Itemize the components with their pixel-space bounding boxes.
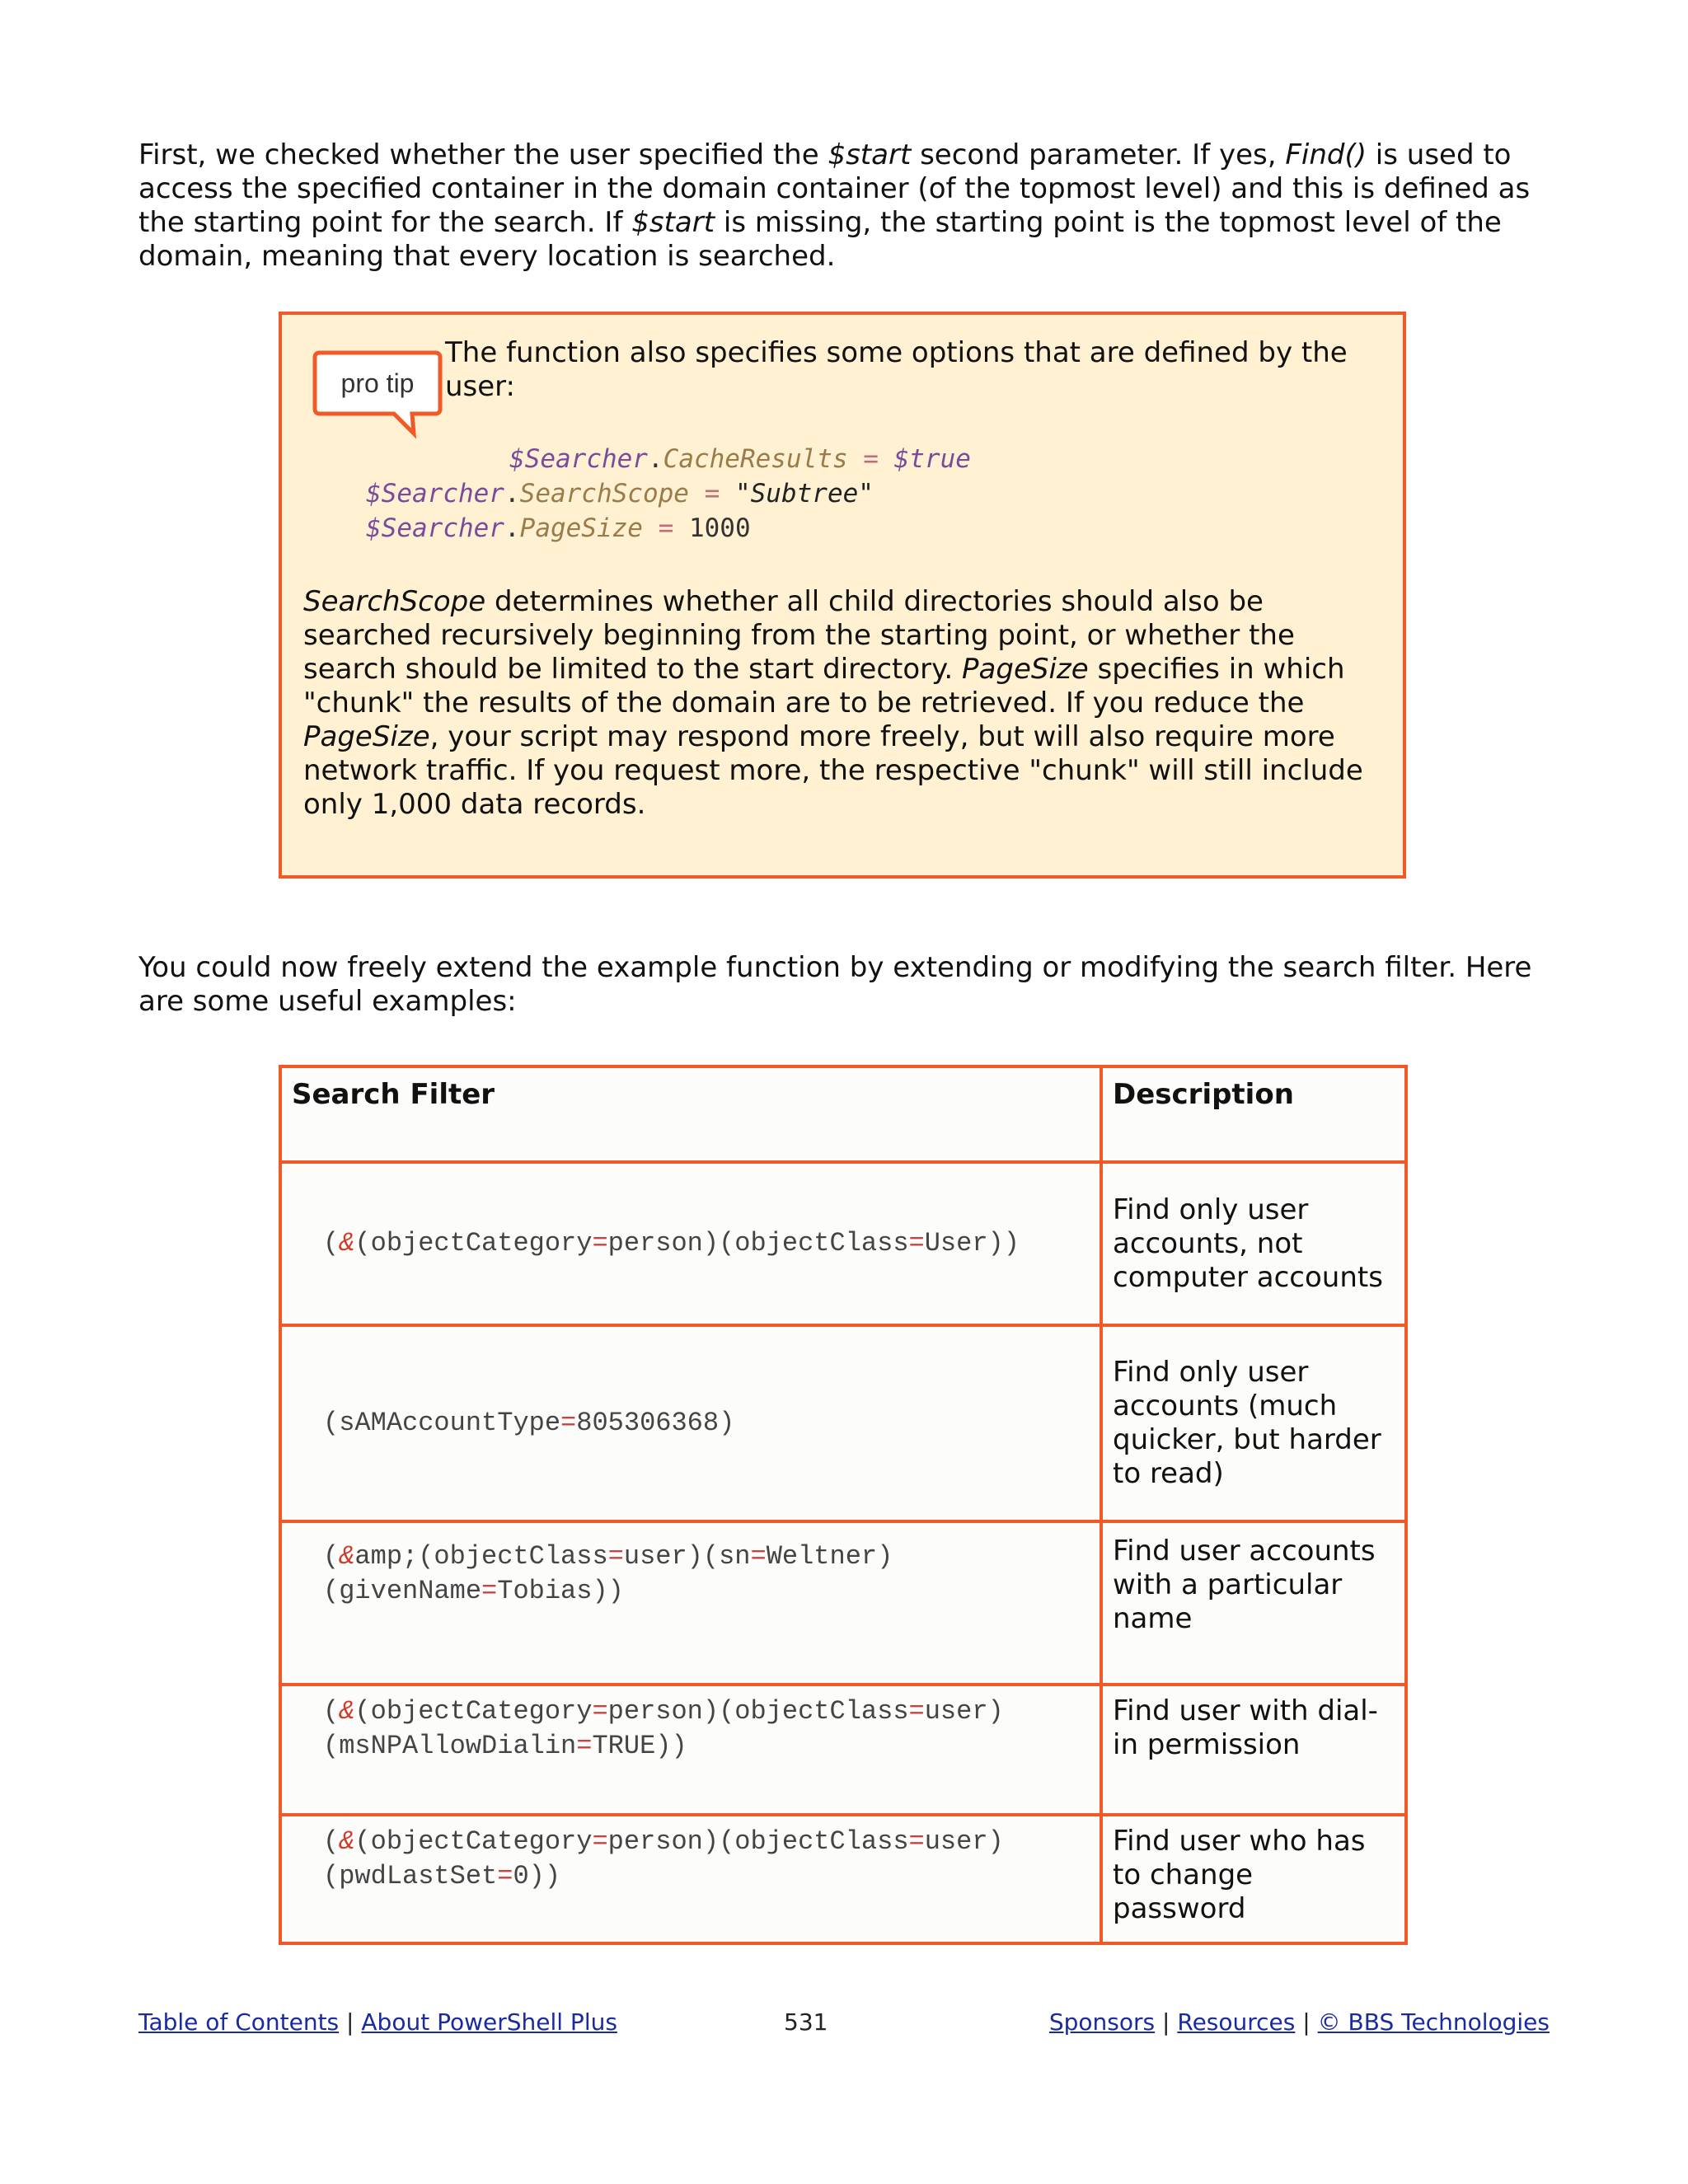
description-cell: Find user accounts with a particular name xyxy=(1101,1521,1406,1685)
term-pagesize: PageSize xyxy=(303,720,430,753)
pro-tip-label: pro tip xyxy=(340,368,415,398)
code-line-pagesize xyxy=(366,511,751,546)
text-run: , your script may respond more freely, but will also require more network traffic. If you request more, the respective "chunk" will still include only 1,000 data records. xyxy=(303,720,1363,821)
code-token: = xyxy=(908,1228,925,1258)
footer-separator: | xyxy=(1162,2008,1170,2036)
code-value: $true xyxy=(893,444,971,474)
table-row xyxy=(280,1325,1406,1521)
code-token: Tobias)) xyxy=(497,1576,624,1606)
code-value: "Subtree" xyxy=(734,479,874,509)
page-number: 531 xyxy=(784,2008,828,2036)
code-token: = xyxy=(592,1826,608,1857)
code-token: user) xyxy=(924,1826,1004,1857)
filter-cell xyxy=(280,1521,1101,1685)
code-token: = xyxy=(592,1228,608,1258)
filter-code xyxy=(292,1406,1090,1441)
filter-code xyxy=(292,1694,1090,1764)
code-token: ( xyxy=(323,1826,340,1857)
pro-tip-icon xyxy=(312,348,443,447)
code-dot: . xyxy=(647,444,663,474)
code-token: & xyxy=(339,1541,355,1572)
code-token: (msNPAllowDialin xyxy=(323,1731,577,1761)
term-searchscope: SearchScope xyxy=(303,585,486,618)
page-footer xyxy=(138,2004,1550,2041)
code-op: = xyxy=(688,479,735,509)
code-dot: . xyxy=(504,513,520,543)
code-token: (givenName xyxy=(323,1576,482,1606)
table-row xyxy=(280,1815,1406,1943)
table-row xyxy=(280,1162,1406,1325)
filter-cell xyxy=(280,1325,1101,1521)
search-filter-table xyxy=(279,1065,1408,1945)
description-cell: Find user with dial-in permission xyxy=(1101,1685,1406,1815)
pro-tip-box xyxy=(279,312,1406,879)
code-token: = xyxy=(481,1576,498,1606)
code-token: = xyxy=(607,1541,624,1572)
code-token: = xyxy=(908,1826,925,1857)
code-line-cacheresults xyxy=(509,442,971,476)
code-token: = xyxy=(908,1696,925,1727)
text-run: is missing, the starting point is the topmost level of the domain, meaning that every location is searched. xyxy=(138,206,1502,273)
code-prop: PageSize xyxy=(519,513,643,543)
description-cell: Find only user accounts (much quicker, but harder to read) xyxy=(1101,1325,1406,1521)
code-token: TRUE)) xyxy=(592,1731,687,1761)
term-pagesize: PageSize xyxy=(962,653,1089,686)
code-token: 805306368) xyxy=(576,1408,735,1438)
code-token: ( xyxy=(323,1696,340,1727)
code-token: User)) xyxy=(924,1228,1020,1258)
code-token: = xyxy=(576,1731,593,1761)
code-token: Weltner) xyxy=(766,1541,893,1572)
code-token: (sAMAccountType xyxy=(323,1408,561,1438)
code-token: user) xyxy=(924,1696,1004,1727)
header-search-filter: Search Filter xyxy=(280,1066,1101,1162)
text-run: First, we checked whether the user specified the xyxy=(138,138,828,171)
code-token: amp;(objectClass xyxy=(354,1541,608,1572)
code-var: $Searcher xyxy=(366,513,504,543)
code-var: $Searcher xyxy=(509,444,648,474)
footer-left-links xyxy=(138,2004,617,2041)
intro-paragraph xyxy=(138,138,1556,274)
filter-cell xyxy=(280,1162,1101,1325)
table-row xyxy=(280,1685,1406,1815)
bbs-technologies-link[interactable]: © BBS Technologies xyxy=(1317,2008,1550,2036)
code-value: 1000 xyxy=(688,513,751,543)
code-token: = xyxy=(497,1861,513,1891)
code-token: (objectCategory xyxy=(354,1826,593,1857)
code-token: ( xyxy=(323,1541,340,1572)
code-prop: SearchScope xyxy=(519,479,689,509)
code-op: = xyxy=(847,444,894,474)
filter-code xyxy=(292,1226,1090,1261)
footer-separator: | xyxy=(1302,2008,1311,2036)
footer-right-links xyxy=(1049,2004,1550,2041)
filter-cell xyxy=(280,1685,1101,1815)
text-run: specifies in which "chunk" the results of the domain are to be retrieved. If you reduce the xyxy=(303,653,1345,719)
tip-body xyxy=(303,585,1375,822)
code-token: = xyxy=(560,1408,577,1438)
code-token: & xyxy=(339,1228,355,1258)
text-run: is used to access the specified container in the domain container (of the topmost level) and this is defined as the starting point for the search. If xyxy=(138,138,1531,239)
text-run: second parameter. If yes, xyxy=(911,138,1286,171)
sponsors-link[interactable]: Sponsors xyxy=(1048,2008,1156,2036)
code-op: = xyxy=(642,513,689,543)
var-start: $start xyxy=(828,138,912,171)
header-description: Description xyxy=(1101,1066,1406,1162)
code-line-searchscope xyxy=(366,476,874,511)
description-cell: Find only user accounts, not computer accounts xyxy=(1101,1162,1406,1325)
second-paragraph: You could now freely extend the example function by extending or modifying the search filter. Here are some useful examples: xyxy=(138,951,1532,1018)
table-of-contents-link[interactable]: Table of Contents xyxy=(138,2008,340,2036)
code-token: & xyxy=(339,1826,355,1857)
table-header-row xyxy=(280,1066,1406,1162)
filter-code xyxy=(292,1825,1090,1894)
code-token: = xyxy=(592,1696,608,1727)
code-token: (pwdLastSet xyxy=(323,1861,498,1891)
text-run: determines whether all child directories should also be searched recursively beginning from the starting point, or whether the search should be limited to the start directory. xyxy=(303,585,1295,686)
code-token: ( xyxy=(323,1228,340,1258)
code-prop: CacheResults xyxy=(663,444,848,474)
about-powershell-plus-link[interactable]: About PowerShell Plus xyxy=(361,2008,617,2036)
code-dot: . xyxy=(504,479,520,509)
filter-code xyxy=(292,1540,1090,1609)
resources-link[interactable]: Resources xyxy=(1177,2008,1296,2036)
code-token: 0)) xyxy=(513,1861,561,1891)
code-token: person)(objectClass xyxy=(607,1696,909,1727)
footer-separator: | xyxy=(346,2008,354,2036)
var-start: $start xyxy=(631,206,715,239)
code-token: person)(objectClass xyxy=(607,1228,909,1258)
code-token: & xyxy=(339,1696,355,1727)
method-find: Find() xyxy=(1285,138,1367,171)
description-cell: Find user who has to change password xyxy=(1101,1815,1406,1943)
code-token: person)(objectClass xyxy=(607,1826,909,1857)
code-token: (objectCategory xyxy=(354,1228,593,1258)
table-row xyxy=(280,1521,1406,1685)
code-token: = xyxy=(750,1541,767,1572)
filter-cell xyxy=(280,1815,1101,1943)
tip-intro: The function also specifies some options that are defined by the user: xyxy=(445,336,1348,403)
code-token: user)(sn xyxy=(623,1541,751,1572)
code-token: (objectCategory xyxy=(354,1696,593,1727)
code-var: $Searcher xyxy=(366,479,504,509)
